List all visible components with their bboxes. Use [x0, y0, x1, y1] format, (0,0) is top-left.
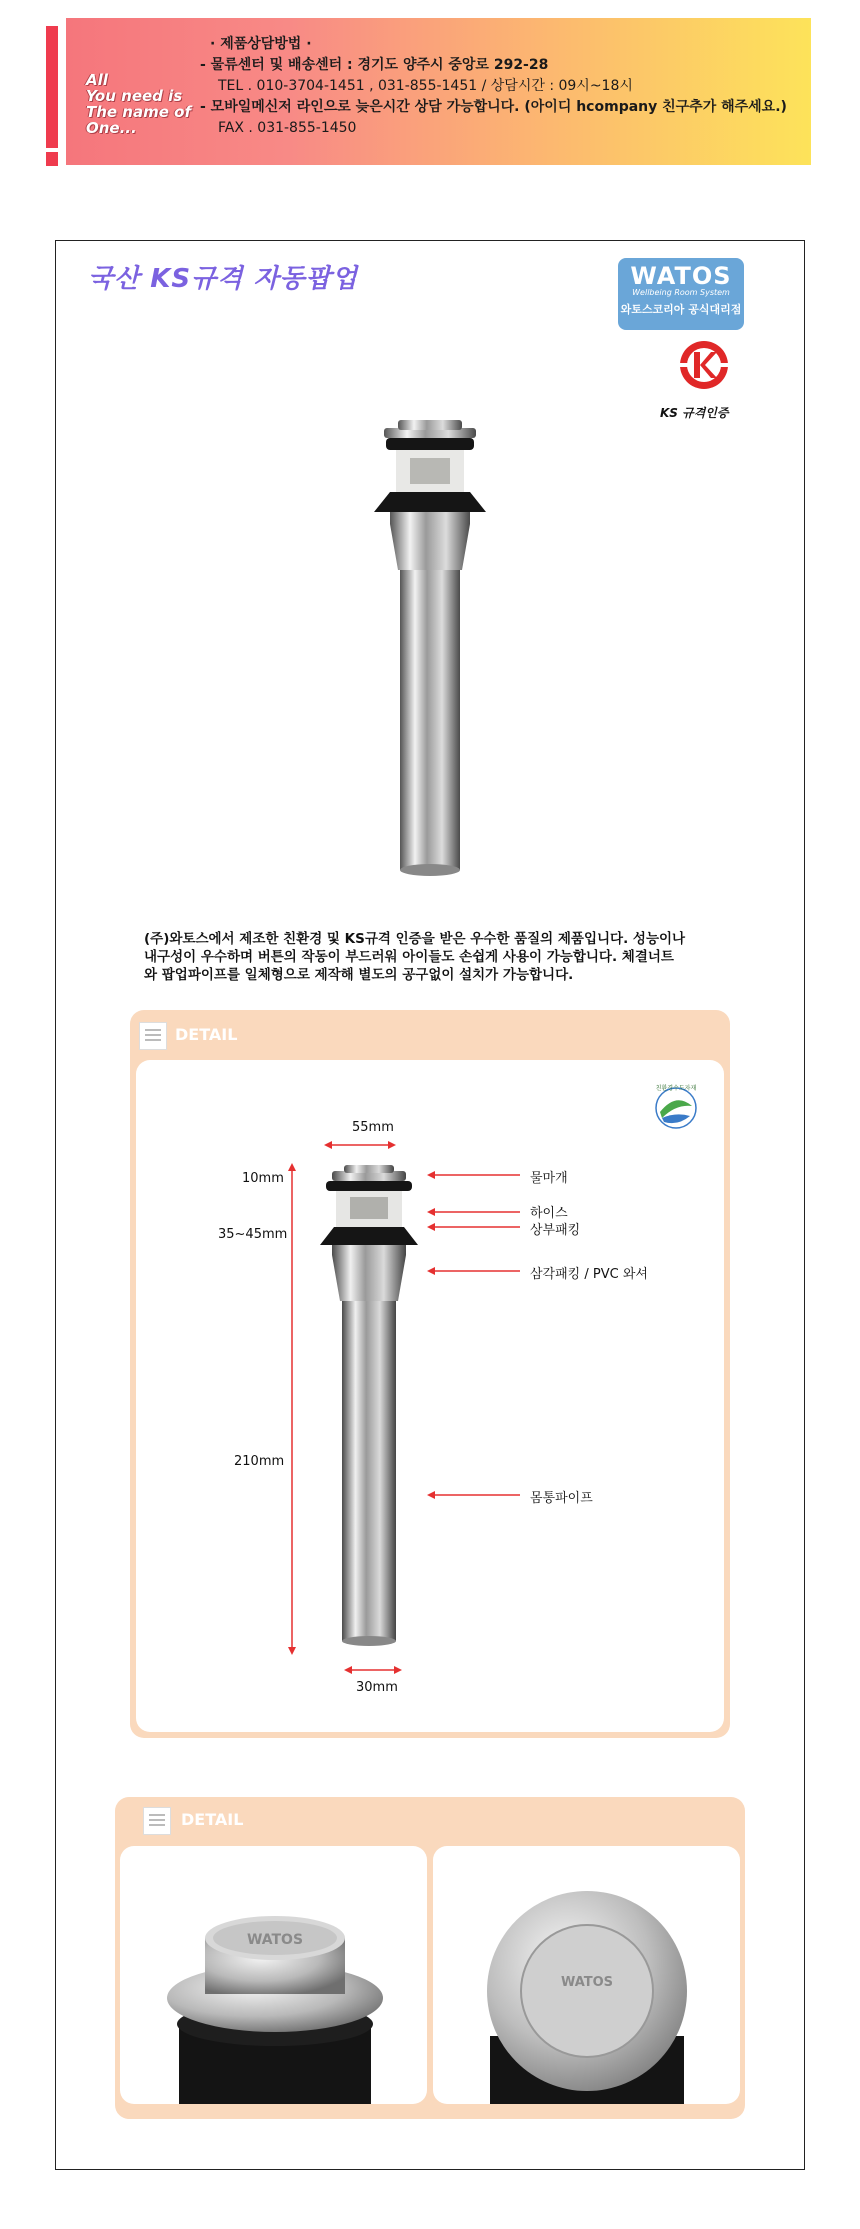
dim-pipe-width: 30mm [356, 1680, 398, 1695]
product-description [144, 930, 724, 984]
part-pointer-arrows [425, 1165, 525, 1505]
document-icon [143, 1807, 171, 1835]
part-label-stopper: 물마개 [530, 1171, 568, 1186]
dim-cap-height: 10mm [242, 1171, 284, 1186]
logo-brand: WATOS [630, 262, 732, 290]
document-icon [139, 1022, 167, 1050]
tagline-line: All [86, 71, 108, 89]
consult-phone: TEL . 010-3704-1451 , 031-855-1451 / 상담시간 : 09시~18시 [218, 78, 633, 94]
popup-drain-image [370, 420, 490, 880]
description-line: 와 팝업파이프를 일체형으로 제작해 별도의 공구없이 설치가 가능합니다. [144, 967, 574, 983]
tagline-line: One... [86, 119, 137, 137]
banner-tagline [86, 72, 196, 136]
part-label-housing: 하이스 [530, 1206, 568, 1221]
description-line: (주)와토스에서 제조한 친환경 및 KS규격 인증을 받은 우수한 품질의 제품입니다. 성능이나 [144, 931, 686, 947]
banner-accent-bar [46, 26, 58, 148]
detail-header: DETAIL [181, 1810, 244, 1829]
product-title: 국산 KS규격 자동팝업 [88, 264, 358, 294]
watos-logo [618, 258, 744, 330]
dim-top-width: 55mm [352, 1120, 394, 1135]
part-label-upper-packing: 상부패킹 [530, 1223, 581, 1238]
description-line: 내구성이 우수하며 버튼의 작동이 부드러워 아이들도 손쉽게 사용이 가능합니다. 체결너트 [144, 949, 674, 965]
ks-certification-icon [678, 339, 730, 391]
consult-heading: · 제품상담방법 · [210, 36, 312, 52]
eco-badge-text: 친환경수도자재 [655, 1085, 697, 1092]
cap-brand-text: WATOS [246, 1932, 304, 1948]
consult-fax: FAX . 031-855-1450 [218, 120, 357, 136]
detail-header: DETAIL [175, 1025, 238, 1044]
stopper-side-photo [165, 1898, 385, 2104]
consult-address: - 물류센터 및 배송센터 : 경기도 양주시 중앙로 292-28 [200, 57, 549, 73]
stopper-top-photo [480, 1886, 694, 2104]
ks-label: KS 규격인증 [660, 406, 729, 420]
eco-certification-icon [654, 1082, 698, 1130]
dim-pipe-height: 210mm [234, 1454, 285, 1469]
tagline-line: You need is [86, 87, 183, 105]
banner-accent-dot [46, 152, 58, 166]
consult-messenger: - 모바일메신저 라인으로 늦은시간 상담 가능합니다. (아이디 hcompany 친구추가 해주세요.) [200, 99, 787, 115]
part-label-washer: 삼각패킹 / PVC 와셔 [530, 1267, 648, 1282]
consult-info [200, 34, 787, 139]
part-label-pipe: 몸통파이프 [530, 1491, 593, 1506]
logo-sub: Wellbeing Room System [632, 288, 730, 297]
dim-body-height: 35~45mm [218, 1227, 288, 1242]
tagline-line: The name of [86, 103, 191, 121]
cap-brand-text: WATOS [560, 1975, 614, 1990]
logo-dealer: 와토스코리아 공식대리점 [620, 303, 742, 316]
